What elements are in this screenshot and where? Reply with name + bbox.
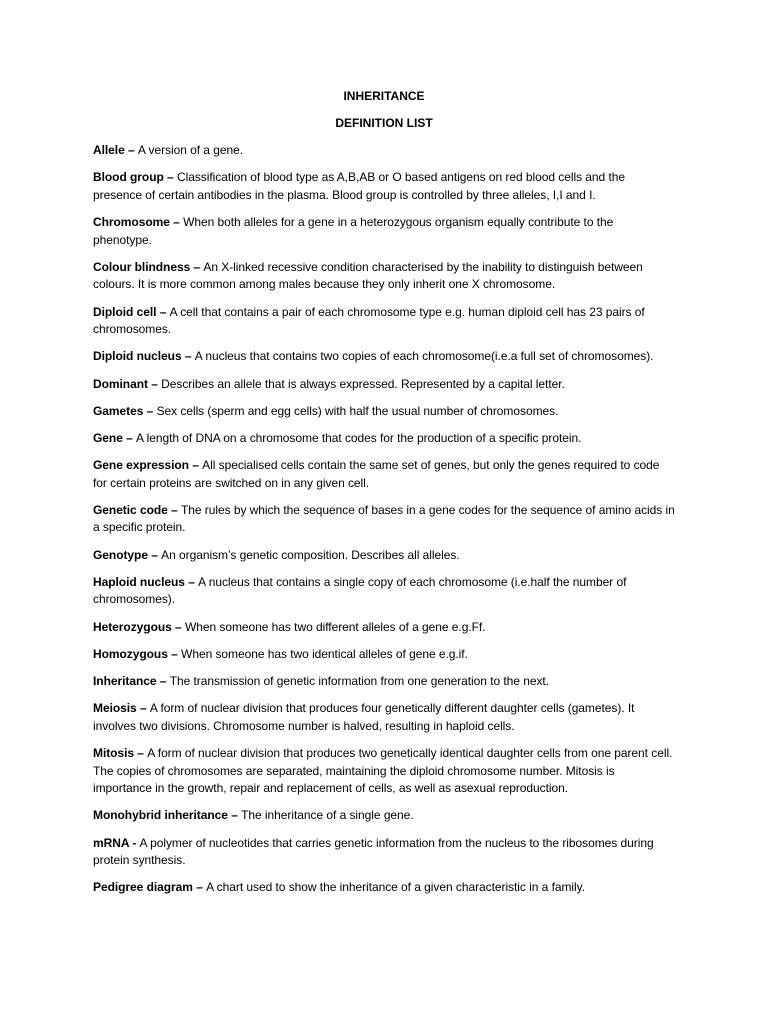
definition-text: An organism’s genetic composition. Describes all alleles. (161, 547, 460, 562)
definition-separator: – (184, 574, 199, 589)
definition-entry (93, 430, 675, 448)
definition-separator: – (147, 547, 162, 562)
definition-term: Gene expression (93, 458, 189, 473)
definition-separator: – (171, 619, 185, 634)
definition-term: Chromosome (93, 214, 170, 229)
definition-text: The rules by which the sequence of bases in a gene codes for the sequence of amino acids in a specific protein. (93, 502, 675, 535)
definition-separator: – (134, 745, 148, 760)
definition-separator: – (192, 880, 207, 895)
definition-entry (93, 879, 675, 897)
definition-separator: – (181, 349, 195, 364)
definition-term: Dominant (93, 376, 148, 391)
definition-separator: – (124, 143, 138, 157)
definition-text: All specialised cells contain the same set of genes, but only the genes required to code for certain proteins are switched on in any given cell. (93, 458, 660, 490)
definition-term: Meiosis (93, 701, 137, 716)
definition-term: Mitosis (93, 745, 134, 760)
definition-separator: – (167, 502, 181, 517)
definition-entry (93, 304, 675, 339)
definition-entry (93, 619, 675, 637)
definition-separator: – (167, 646, 182, 661)
definition-term: Haploid nucleus (93, 574, 185, 589)
definition-separator: - (129, 835, 140, 850)
definition-separator: – (136, 701, 150, 716)
definition-term: Gene (93, 430, 123, 445)
definition-text: When both alleles for a gene in a heterozygous organism equally contribute to the phenotype. (93, 214, 614, 247)
document-title: INHERITANCE (343, 89, 425, 103)
definition-term: Gametes (93, 403, 144, 418)
definition-term: Monohybrid inheritance (93, 808, 228, 823)
definition-separator: – (227, 808, 242, 823)
definition-entry (93, 214, 675, 249)
definition-separator: – (147, 376, 162, 391)
definition-term: Inheritance (93, 673, 157, 688)
definition-term: mRNA (93, 835, 130, 850)
definition-entry (93, 259, 675, 294)
definition-entry (93, 348, 675, 366)
definition-separator: – (122, 430, 137, 445)
definition-separator: – (190, 259, 204, 274)
definition-entry (93, 700, 675, 735)
definition-term: Diploid nucleus (93, 349, 182, 364)
definition-text: A nucleus that contains a single copy of each chromosome (i.e.half the number of chromosomes). (93, 574, 627, 607)
definition-text: The inheritance of a single gene. (241, 808, 414, 823)
definition-term: Blood group (93, 170, 164, 185)
definition-text: A nucleus that contains two copies of each chromosome(i.e.a full set of chromosomes). (194, 349, 654, 364)
definition-separator: – (169, 214, 184, 229)
definition-entry (93, 169, 675, 204)
definition-text: When someone has two different alleles of a gene e.g.Ff. (184, 619, 486, 634)
definition-term: Colour blindness (93, 259, 191, 274)
definition-term: Heterozygous (93, 619, 172, 634)
definition-entry (93, 574, 675, 609)
definition-term: Pedigree diagram (93, 880, 193, 895)
definition-term: Genotype (93, 547, 148, 562)
document-subtitle: DEFINITION LIST (335, 116, 433, 130)
definition-text: A length of DNA on a chromosome that codes for the production of a specific protein. (136, 430, 582, 445)
definition-text: Sex cells (sperm and egg cells) with half the usual number of chromosomes. (156, 403, 559, 418)
definition-text: A version of a gene. (137, 143, 243, 157)
definition-separator: – (156, 304, 170, 319)
definition-entry (93, 807, 675, 825)
definition-entry (93, 403, 675, 421)
definition-text: A form of nuclear division that produces four genetically different daughter cells (gametes). It involves two divisions. Chromosome number is halved, resulting in haploid cells. (93, 701, 635, 733)
definition-text: Classification of blood type as A,B,AB or O based antigens on red blood cells and the presence of certain antibodies in the plasma. Blood group is controlled by three alleles, I,I and I. (93, 170, 625, 202)
definition-entry (93, 142, 675, 160)
definition-separator: – (143, 403, 157, 418)
definition-text: An X-linked recessive condition characterised by the inability to distinguish between colours. It is more common among males because they only inherit one X chromosome. (93, 259, 643, 292)
definition-list (93, 142, 675, 906)
definition-text: The transmission of genetic information from one generation to the next. (169, 673, 549, 688)
definition-entry (93, 646, 675, 664)
definition-text: A polymer of nucleotides that carries genetic information from the nucleus to the ribosomes during protein synthesis. (93, 835, 654, 868)
definition-text: When someone has two identical alleles of gene e.g.if. (181, 646, 468, 661)
definition-entry (93, 457, 675, 492)
definition-separator: – (156, 673, 170, 688)
definition-term: Genetic code (93, 502, 168, 517)
definition-text: Describes an allele that is always expressed. Represented by a capital letter. (161, 376, 565, 391)
definition-term: Diploid cell (93, 304, 157, 319)
definition-text: A chart used to show the inheritance of a given characteristic in a family. (206, 880, 586, 895)
definition-entry (93, 547, 675, 565)
definition-entry (93, 376, 675, 394)
definition-text: A cell that contains a pair of each chromosome type e.g. human diploid cell has 23 pairs of chromosomes. (93, 304, 645, 337)
definition-separator: – (188, 458, 203, 473)
definition-entry (93, 745, 675, 798)
definition-text: A form of nuclear division that produces two genetically identical daughter cells from one parent cell. The copies of chromosomes are separated, maintaining the diploid chromosome number. Mitosis is importance in the growth, repair and replacement of cells, as well as asexual reproduction. (93, 745, 673, 796)
definition-entry (93, 502, 675, 537)
definition-term: Homozygous (93, 646, 168, 661)
definition-term: Allele (93, 143, 125, 157)
definition-entry (93, 835, 675, 870)
definition-entry (93, 673, 675, 691)
definition-separator: – (163, 170, 177, 185)
